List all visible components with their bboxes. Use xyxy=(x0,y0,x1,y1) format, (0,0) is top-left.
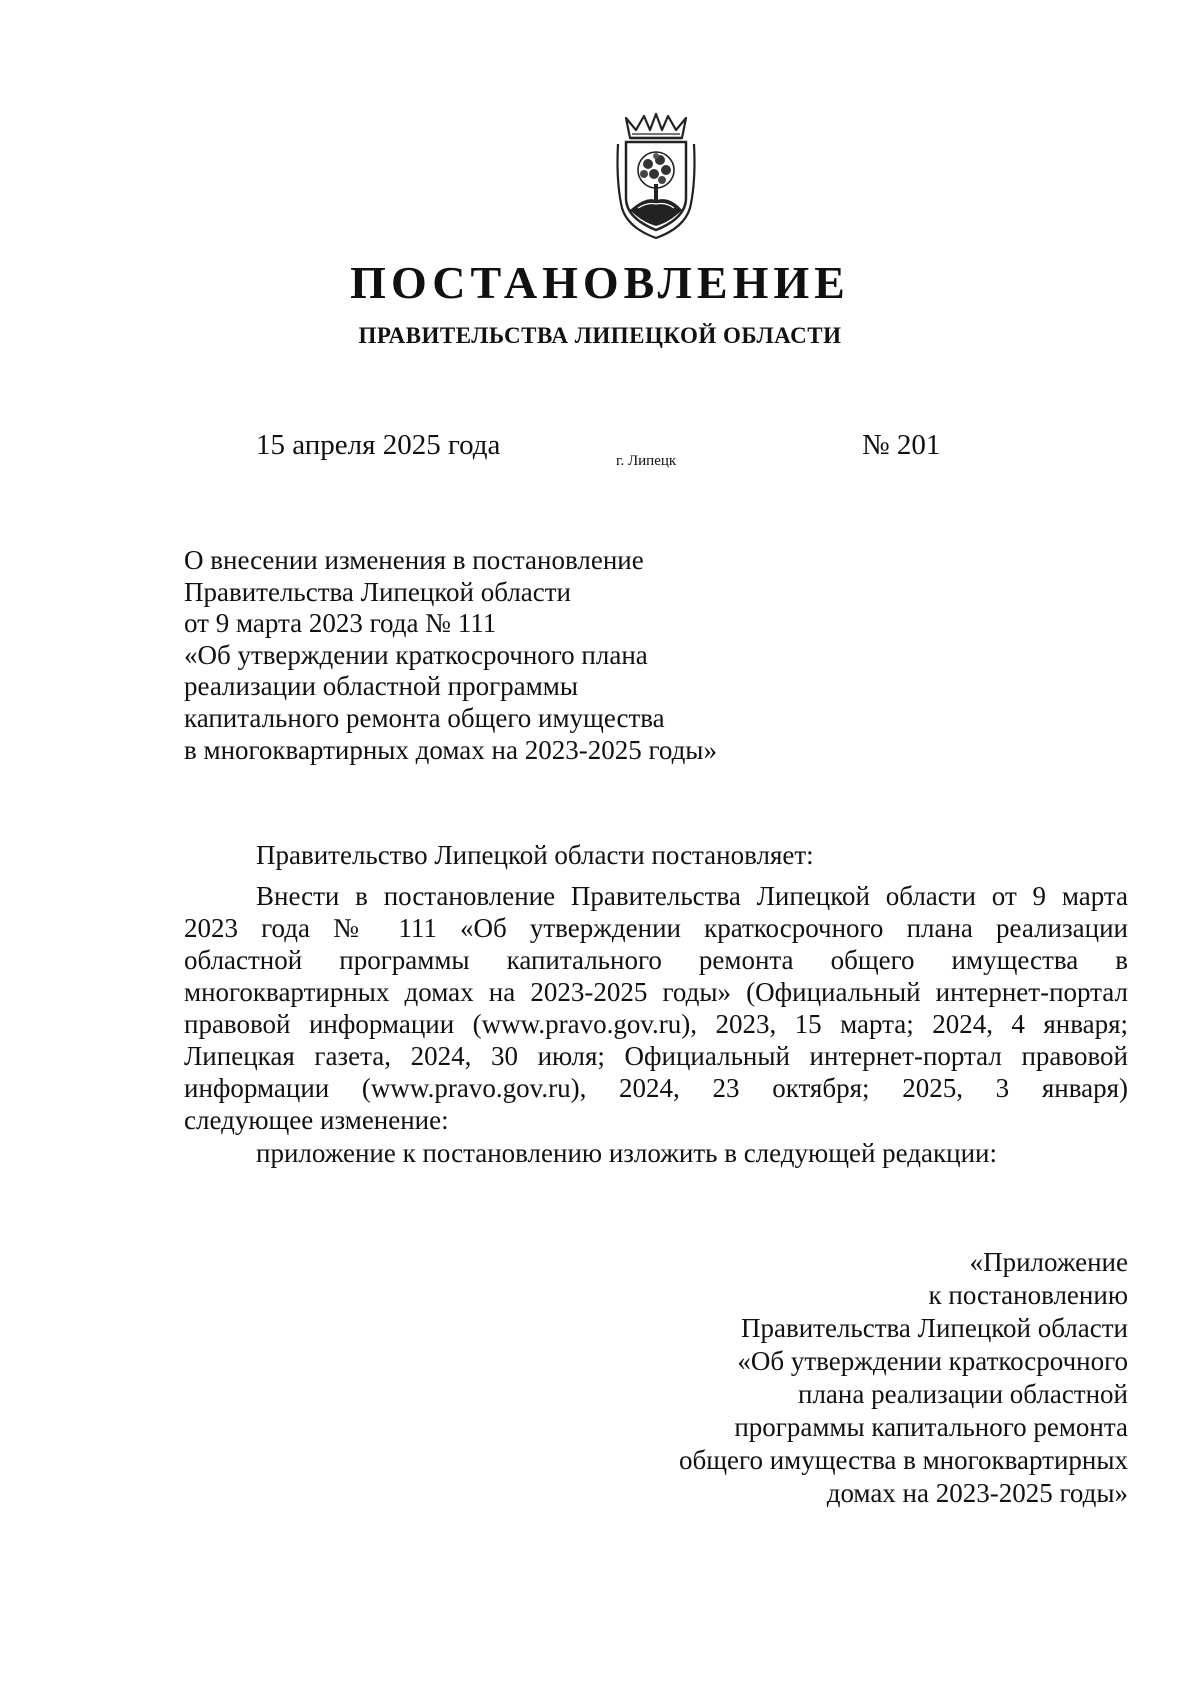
paragraph-line: многоквартирных домах на 2023-2025 годы» (Официальный интернет-портал xyxy=(184,977,1128,1007)
subject-line: в многоквартирных домах на 2023-2025 годы» xyxy=(184,734,717,765)
annex-heading xyxy=(528,1246,1128,1510)
document-subject xyxy=(184,545,884,766)
annex-line: Правительства Липецкой области xyxy=(740,1313,1128,1343)
body-amendment: приложение к постановлению изложить в следующей редакции: xyxy=(256,1138,997,1168)
paragraph-line: следующее изменение: xyxy=(184,1105,449,1135)
subject-line: капитального ремонта общего имущества xyxy=(184,702,665,733)
annex-line: программы капитального ремонта xyxy=(734,1412,1128,1442)
document-subtitle: ПРАВИТЕЛЬСТВА ЛИПЕЦКОЙ ОБЛАСТИ xyxy=(358,323,842,348)
paragraph-line: правовой информации (www.pravo.gov.ru), 2023, 15 марта; 2024, 4 января; xyxy=(184,1009,1128,1039)
annex-line: к постановлению xyxy=(928,1280,1128,1310)
document-city: г. Липецк xyxy=(616,453,677,469)
paragraph-line: областной программы капитального ремонта общего имущества в xyxy=(184,945,1128,975)
subject-line: Правительства Липецкой области xyxy=(184,576,572,607)
paragraph-line: 2023 года № 111 «Об утверждении краткосрочного плана реализации xyxy=(184,913,1128,943)
annex-line: «Об утверждении краткосрочного xyxy=(737,1346,1128,1376)
annex-line: домах на 2023-2025 годы» xyxy=(826,1478,1128,1508)
annex-line: «Приложение xyxy=(969,1247,1128,1277)
document-number: № 201 xyxy=(862,429,941,461)
body-intro: Правительство Липецкой области постановляет: xyxy=(256,840,814,870)
paragraph-line: Липецкая газета, 2024, 30 июля; Официальный интернет-портал правовой xyxy=(184,1041,1128,1071)
body-paragraph xyxy=(184,880,1128,1136)
coat-of-arms-icon xyxy=(614,112,698,240)
paragraph-line: Внести в постановление Правительства Липецкой области от 9 марта xyxy=(256,881,1128,911)
subject-line: реализации областной программы xyxy=(184,671,578,702)
document-title: ПОСТАНОВЛЕНИЕ xyxy=(350,257,850,308)
paragraph-line: информации (www.pravo.gov.ru), 2024, 23 октября; 2025, 3 января) xyxy=(184,1073,1128,1103)
annex-line: плана реализации областной xyxy=(798,1379,1128,1409)
annex-line: общего имущества в многоквартирных xyxy=(679,1445,1128,1475)
subject-line: от 9 марта 2023 года № 111 xyxy=(184,608,497,639)
subject-line: «Об утверждении краткосрочного плана xyxy=(184,639,648,670)
document-date: 15 апреля 2025 года xyxy=(256,429,501,461)
subject-line: О внесении изменения в постановление xyxy=(184,545,644,575)
